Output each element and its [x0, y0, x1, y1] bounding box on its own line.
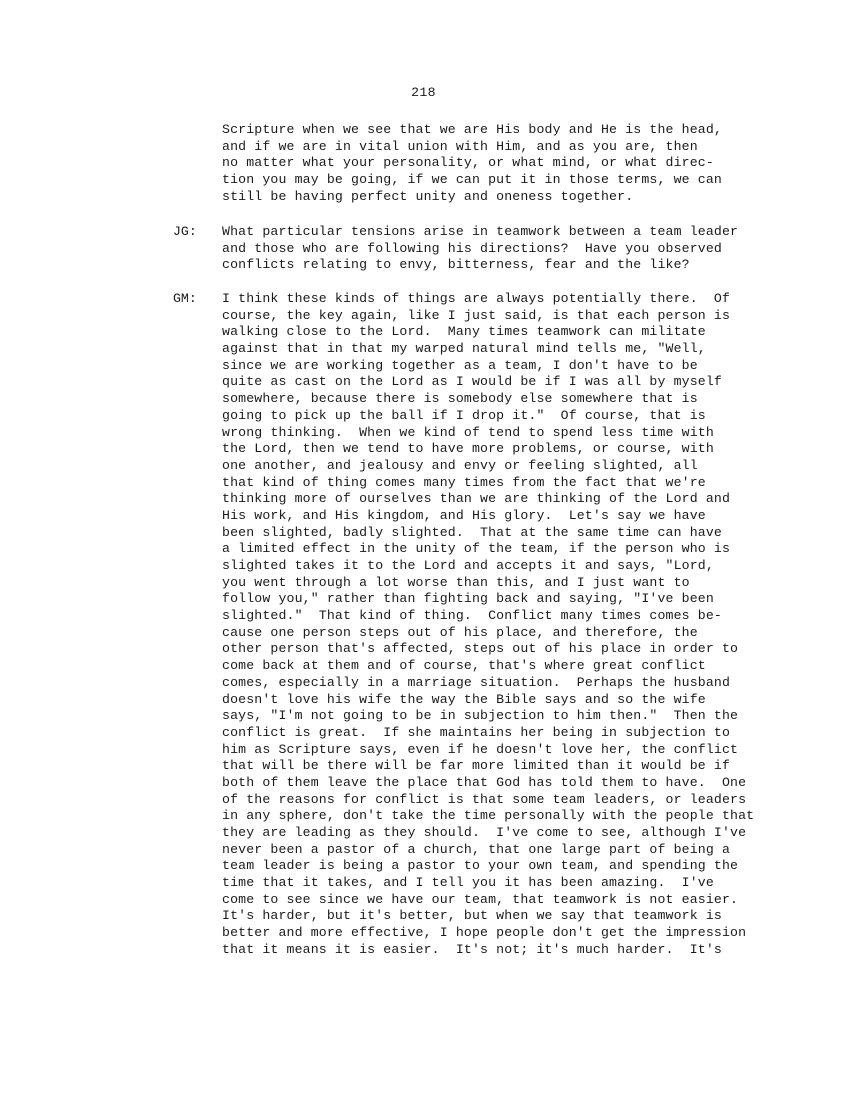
text-line: a limited effect in the unity of the team, if the person who is: [222, 541, 731, 557]
text-line: somewhere, because there is somebody else somewhere that is: [222, 391, 698, 407]
text-line: no matter what your personality, or what mind, or what direc-: [222, 155, 714, 171]
text-line: that it means it is easier. It's not; it's much harder. It's: [222, 941, 722, 957]
text-line: tion you may be going, if we can put it in those terms, we can: [222, 172, 722, 188]
text-line: since we are working together as a team, I don't have to be: [222, 357, 698, 373]
text-line: both of them leave the place that God has told them to have. One: [222, 774, 747, 790]
text-line: time that it takes, and I tell you it has been amazing. I've: [222, 875, 714, 891]
text-line: him as Scripture says, even if he doesn't love her, the conflict: [222, 741, 739, 757]
text-line: you went through a lot worse than this, and I just want to: [222, 574, 690, 590]
speaker-label-gm: GM:: [173, 291, 197, 306]
text-line: I think these kinds of things are always potentially there. Of: [222, 291, 731, 306]
text-line: slighted." That kind of thing. Conflict many times comes be-: [222, 608, 722, 624]
text-line: better and more effective, I hope people don't get the impression: [222, 925, 747, 941]
text-line: they are leading as they should. I've come to see, although I've: [222, 825, 747, 840]
text-line: come back at them and of course, that's where great conflict: [222, 658, 706, 674]
text-line: going to pick up the ball if I drop it." Of course, that is: [222, 407, 706, 423]
text-line: that will be there will be far more limited than it would be if: [222, 758, 731, 774]
text-line: and if we are in vital union with Him, and as you are, then: [222, 138, 698, 154]
text-line: the Lord, then we tend to have more problems, or course, with: [222, 441, 714, 457]
jg-question-paragraph: [222, 224, 842, 274]
text-line: one another, and jealousy and envy or feeling slighted, all: [222, 457, 698, 473]
text-line: What particular tensions arise in teamwork between a team leader: [222, 224, 739, 239]
text-line: thinking more of ourselves than we are thinking of the Lord and: [222, 491, 731, 507]
text-line: slighted takes it to the Lord and accepts it and says, "Lord,: [222, 558, 714, 573]
text-line: follow you," rather than fighting back and saying, "I've been: [222, 591, 714, 607]
text-line: been slighted, badly slighted. That at the same time can have: [222, 524, 722, 540]
text-line: against that in that my warped natural mind tells me, "Well,: [222, 341, 706, 357]
text-line: walking close to the Lord. Many times teamwork can militate: [222, 324, 706, 340]
speaker-label-jg: JG:: [173, 224, 197, 239]
text-line: course, the key again, like I just said, is that each person is: [222, 307, 731, 323]
text-line: team leader is being a pastor to your own team, and spending the: [222, 858, 739, 874]
text-line: come to see since we have our team, that teamwork is not easier.: [222, 891, 739, 907]
text-line: comes, especially in a marriage situation. Perhaps the husband: [222, 674, 731, 690]
text-line: Scripture when we see that we are His body and He is the head,: [222, 122, 722, 137]
intro-paragraph: [222, 122, 842, 205]
text-line: cause one person steps out of his place, and therefore, the: [222, 624, 698, 640]
text-line: conflicts relating to envy, bitterness, fear and the like?: [222, 257, 690, 273]
page-number: 218: [411, 85, 436, 100]
text-line: conflict is great. If she maintains her being in subjection to: [222, 724, 731, 740]
text-line: in any sphere, don't take the time personally with the people that: [222, 808, 755, 824]
text-line: says, "I'm not going to be in subjection to him then." Then the: [222, 708, 739, 724]
text-line: other person that's affected, steps out of his place in order to: [222, 641, 739, 657]
text-line: His work, and His kingdom, and His glory. Let's say we have: [222, 507, 706, 523]
text-line: quite as cast on the Lord as I would be if I was all by myself: [222, 374, 722, 390]
text-line: wrong thinking. When we kind of tend to spend less time with: [222, 424, 714, 440]
gm-answer-paragraph: [222, 291, 842, 959]
text-line: still be having perfect unity and oneness together.: [222, 188, 634, 204]
text-line: and those who are following his directions? Have you observed: [222, 240, 722, 256]
text-line: doesn't love his wife the way the Bible says and so the wife: [222, 691, 706, 707]
text-line: of the reasons for conflict is that some team leaders, or leaders: [222, 791, 747, 807]
text-line: that kind of thing comes many times from the fact that we're: [222, 474, 706, 490]
text-line: It's harder, but it's better, but when we say that teamwork is: [222, 908, 722, 924]
text-line: never been a pastor of a church, that one large part of being a: [222, 841, 731, 857]
